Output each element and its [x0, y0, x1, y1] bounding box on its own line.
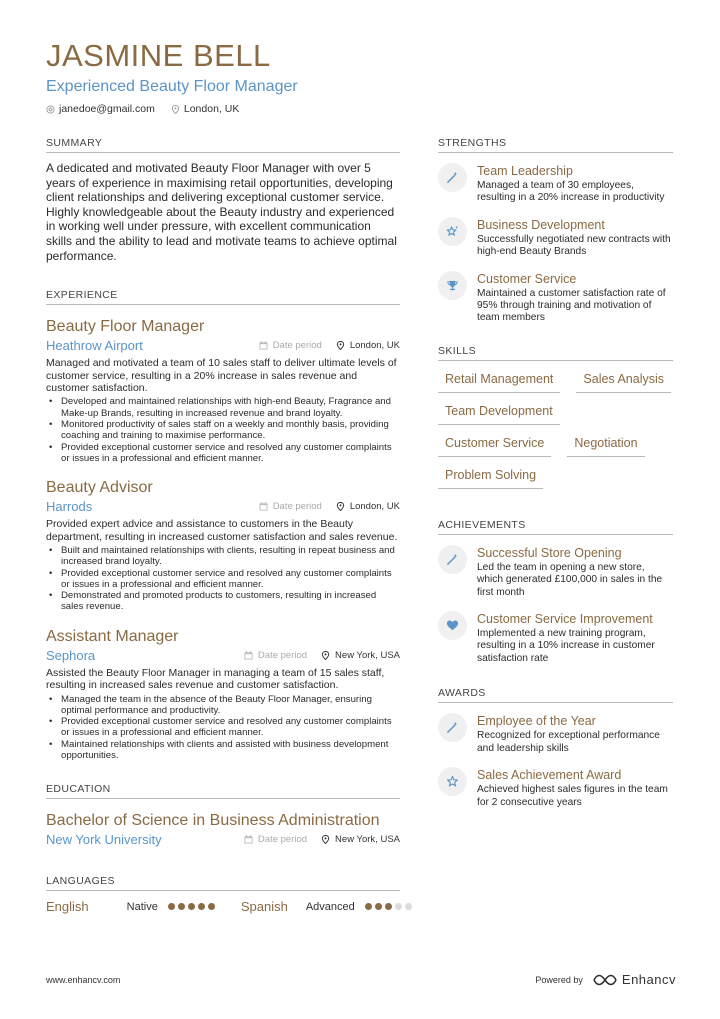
map-pin-icon	[336, 341, 345, 350]
contact-info	[46, 103, 676, 115]
achievement-title: Customer Service Improvement	[477, 612, 653, 627]
calendar-icon	[244, 651, 253, 660]
company-name: Heathrow Airport	[46, 338, 143, 354]
job-bullet: • Provided exceptional customer service and resolved any customer complaints or issues in a professional and efficient manner.	[49, 442, 400, 465]
calendar-icon	[244, 835, 253, 844]
candidate-name: JASMINE BELL	[46, 38, 271, 73]
company-name: Harrods	[46, 499, 93, 515]
summary-heading: SUMMARY	[46, 137, 400, 153]
achievement-title: Successful Store Opening	[477, 545, 622, 560]
job-bullet: • Built and maintained relationships with clients, resulting in repeat business and increased brand loyalty.	[49, 545, 400, 568]
job-date: Date period	[259, 340, 322, 351]
strengths-heading: STRENGTHS	[438, 137, 673, 153]
education-entry	[46, 811, 400, 847]
skill-tag: Problem Solving	[438, 465, 543, 489]
job-bullet: • Managed the team in the absence of the Beauty Floor Manager, ensuring optimal performance and productivity.	[49, 694, 400, 717]
education-location: New York, USA	[321, 834, 400, 845]
job-description: Assisted the Beauty Floor Manager in managing a team of 15 sales staff, resulting in increased sales revenue and customer satisfaction.	[46, 666, 385, 692]
experience-entry	[46, 317, 400, 464]
language-rating	[168, 903, 215, 910]
enhancv-logo-icon	[593, 974, 617, 986]
rating-dot	[405, 903, 412, 910]
languages-row	[46, 899, 400, 914]
rating-dot	[178, 903, 185, 910]
location-text: London, UK	[183, 103, 240, 115]
job-bullet: • Maintained relationships with clients and assisted with business development opportunities.	[49, 739, 400, 762]
strength-desc: Successfully negotiated new contracts with high-end Beauty Brands	[477, 233, 671, 258]
awards-heading: AWARDS	[438, 687, 673, 703]
job-title: Beauty Floor Manager	[46, 318, 205, 336]
left-column	[46, 137, 400, 914]
at-icon	[46, 105, 55, 114]
skill-tag: Retail Management	[438, 369, 560, 393]
rating-dot	[168, 903, 175, 910]
skill-tag: Customer Service	[438, 433, 551, 457]
resume-header	[46, 38, 676, 115]
achievement-desc: Implemented a new training program, resulting in a 10% increase in customer satisfaction rate	[477, 628, 655, 664]
brand-name: Enhancv	[621, 972, 676, 987]
job-description: Provided expert advice and assistance to customers in the Beauty department, resulting in increased customer satisfaction and sales revenue.	[46, 518, 398, 543]
rating-dot	[385, 903, 392, 910]
achievement-item	[438, 611, 673, 665]
map-pin-icon	[171, 105, 180, 114]
powered-by	[535, 972, 676, 987]
language-rating	[365, 903, 412, 910]
award-title: Sales Achievement Award	[477, 768, 622, 783]
job-bullet: • Demonstrated and promoted products to customers, resulting in increased sales revenue.	[49, 590, 400, 613]
star-sparkle-icon	[438, 217, 467, 246]
job-date: Date period	[259, 501, 322, 512]
powered-by-label: Powered by	[535, 974, 583, 985]
job-title: Beauty Advisor	[46, 479, 153, 497]
achievement-item	[438, 545, 673, 599]
award-item	[438, 713, 673, 755]
job-bullet: • Developed and maintained relationships with high-end Beauty, Fragrance and Make-up Brands, resulting in increased revenue and brand loyalty.	[49, 396, 400, 419]
strength-title: Customer Service	[477, 271, 577, 286]
languages-heading: LANGUAGES	[46, 875, 400, 891]
skill-tag: Negotiation	[567, 433, 644, 457]
email-text: janedoe@gmail.com	[59, 103, 155, 115]
email-contact[interactable]	[46, 103, 155, 115]
rating-dot	[395, 903, 402, 910]
job-bullet: • Provided exceptional customer service and resolved any customer complaints or issues in a professional and efficient manner.	[49, 716, 400, 739]
skill-tag: Sales Analysis	[576, 369, 671, 393]
language-level: Advanced	[305, 900, 355, 913]
language-name: English	[46, 899, 89, 915]
location-contact	[171, 103, 239, 115]
summary-text: A dedicated and motivated Beauty Floor Manager with over 5 years of experience in maximising retail opportunities, developing client relationships and delivering exceptional customer service. Highly knowledgeable about the Beauty industry and experienced in working well under pressure, with excellent communication skills and the ability to lead and motivate teams to achieve optimal performance.	[46, 161, 397, 263]
experience-entry	[46, 478, 400, 613]
job-bullets	[46, 545, 400, 613]
job-bullets	[46, 694, 400, 762]
strength-desc: Maintained a customer satisfaction rate of 95% through training and motivation of team members	[477, 287, 666, 324]
degree-title: Bachelor of Science in Business Administration	[46, 812, 380, 830]
school-name: New York University	[46, 832, 162, 848]
wand-icon	[438, 545, 467, 574]
map-pin-icon	[321, 835, 330, 844]
rating-dot	[365, 903, 372, 910]
strength-item	[438, 217, 673, 259]
language-name: Spanish	[240, 899, 288, 915]
education-heading: EDUCATION	[46, 783, 400, 799]
experience-heading: EXPERIENCE	[46, 289, 400, 305]
job-bullet: • Provided exceptional customer service and resolved any customer complaints or issues in a professional and efficient manner.	[49, 568, 400, 591]
achievements-heading: ACHIEVEMENTS	[438, 519, 673, 535]
candidate-title: Experienced Beauty Floor Manager	[46, 78, 298, 95]
job-date: Date period	[244, 650, 307, 661]
award-desc: Recognized for exceptional performance and leadership skills	[477, 730, 660, 754]
job-bullets	[46, 396, 400, 464]
rating-dot	[208, 903, 215, 910]
trophy-icon	[438, 271, 467, 300]
award-desc: Achieved highest sales figures in the team for 2 consecutive years	[477, 784, 668, 808]
page-footer	[46, 972, 676, 987]
map-pin-icon	[336, 502, 345, 511]
wand-icon	[438, 713, 467, 742]
rating-dot	[188, 903, 195, 910]
brand-logo[interactable]	[593, 972, 676, 987]
skill-tag: Team Development	[438, 401, 560, 425]
strength-title: Team Leadership	[477, 164, 573, 178]
job-location: London, UK	[336, 340, 400, 351]
skills-list	[438, 369, 673, 489]
rating-dot	[198, 903, 205, 910]
education-date: Date period	[244, 834, 307, 845]
strength-item	[438, 163, 673, 205]
achievement-desc: Led the team in opening a new store, which generated £100,000 in sales in the first month	[477, 561, 663, 598]
heart-icon	[438, 611, 467, 640]
strength-title: Business Development	[477, 217, 605, 232]
star-icon	[438, 767, 467, 796]
skills-heading: SKILLS	[438, 345, 673, 361]
map-pin-icon	[321, 651, 330, 660]
job-bullet: • Monitored productivity of sales staff on a weekly and monthly basis, providing coaching and training to maximise performance.	[49, 419, 400, 442]
strength-desc: Managed a team of 30 employees, resulting in a 20% increase in productivity	[477, 180, 665, 204]
website-link[interactable]: www.enhancv.com	[46, 974, 121, 985]
award-title: Employee of the Year	[477, 714, 596, 729]
rating-dot	[375, 903, 382, 910]
job-description: Managed and motivated a team of 10 sales staff to deliver ultimate levels of customer service, resulting in a 20% increase in sales revenue and customer satisfaction.	[46, 357, 397, 394]
calendar-icon	[259, 341, 268, 350]
job-title: Assistant Manager	[46, 627, 179, 645]
experience-entry	[46, 627, 400, 762]
job-location: London, UK	[336, 501, 400, 512]
language-level: Native	[126, 900, 158, 913]
right-column	[438, 137, 673, 821]
award-item	[438, 767, 673, 809]
wand-icon	[438, 163, 467, 192]
strength-item	[438, 271, 673, 325]
calendar-icon	[259, 502, 268, 511]
job-location: New York, USA	[321, 650, 400, 661]
company-name: Sephora	[46, 647, 96, 663]
